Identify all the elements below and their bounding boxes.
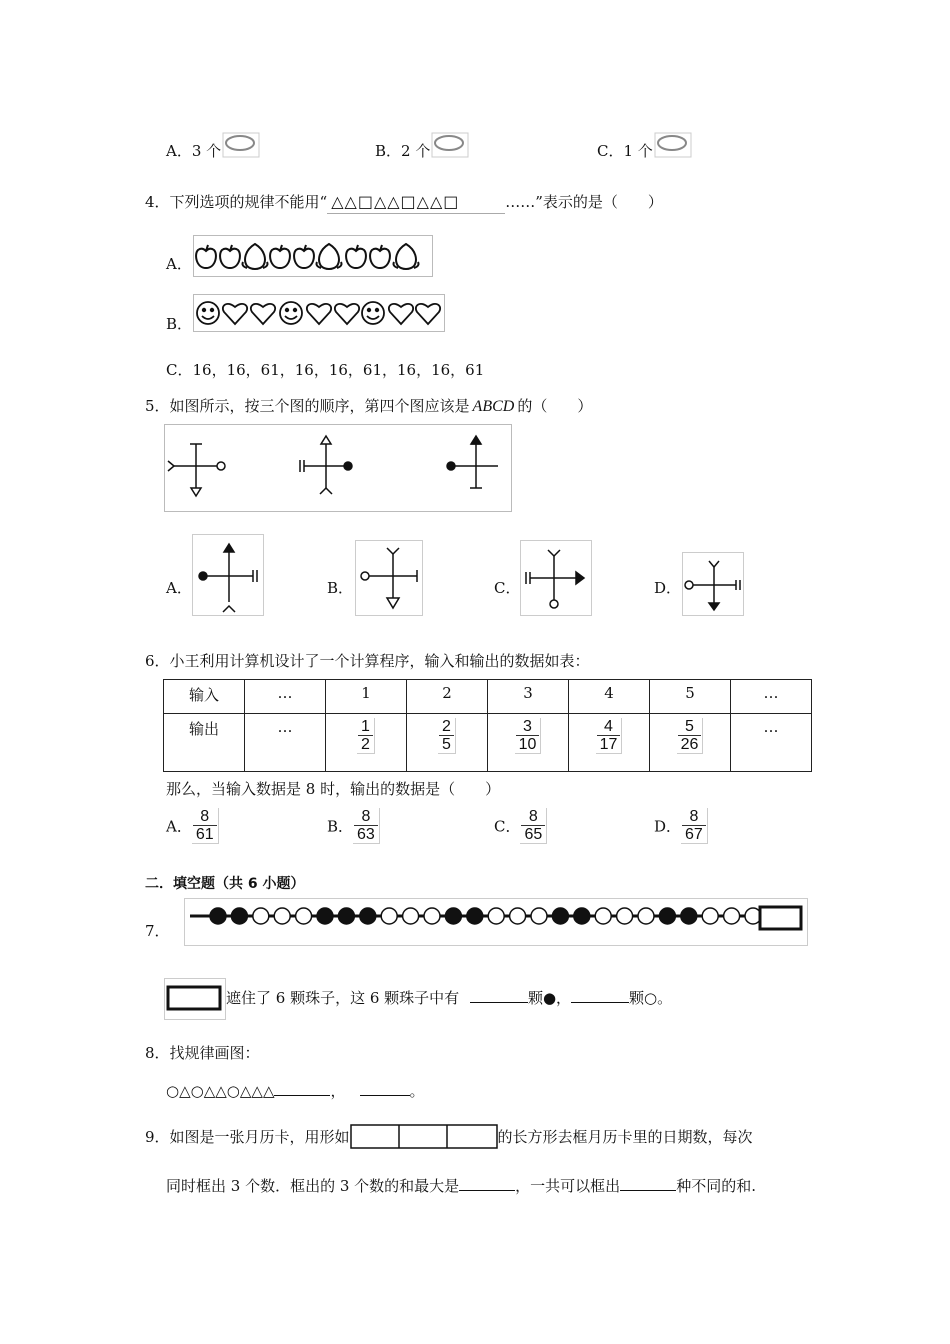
fraction: $\frac{8}{61}$ (193, 808, 217, 843)
q3-option-a[interactable] (166, 132, 260, 161)
fraction: $\frac{8}{63}$ (354, 808, 378, 843)
black-bead (445, 908, 461, 924)
q3-option-a-label: A．3 个 (166, 142, 222, 160)
q6-io-table (163, 679, 812, 772)
table-cell: 5 (650, 680, 731, 714)
fraction: $\frac{4}{17}$ (597, 718, 621, 753)
q7-answer-line (164, 978, 672, 1020)
q7-blank-white[interactable] (571, 988, 629, 1003)
q8-end: 。 (409, 1082, 425, 1100)
q9-blank-count[interactable] (620, 1176, 676, 1191)
q3-option-c[interactable] (597, 132, 692, 161)
table-cell: 4 (569, 680, 650, 714)
white-bead (638, 908, 654, 924)
q6-option-b[interactable] (327, 808, 380, 844)
ellipse-icon (431, 132, 469, 158)
fraction: $\frac{5}{26}$ (678, 718, 702, 753)
table-cell: … (245, 714, 326, 772)
table-cell (407, 714, 488, 772)
q8-separator: ， (330, 1082, 346, 1100)
table-cell: … (731, 714, 812, 772)
black-bead (467, 908, 483, 924)
ellipse-icon (654, 132, 692, 158)
q6-option-d[interactable] (654, 808, 708, 844)
input-row-label: 输入 (164, 680, 245, 714)
q6-option-a[interactable] (166, 808, 219, 844)
white-bead (510, 908, 526, 924)
black-bead (360, 908, 376, 924)
option-label: B． (327, 817, 354, 836)
table-cell (650, 714, 731, 772)
q3-option-b-label: B．2 个 (375, 142, 431, 160)
table-cell: 3 (488, 680, 569, 714)
table-row (164, 680, 812, 714)
q4-stem-suffix: ……”表示的是（ ） (505, 193, 663, 211)
black-bead (210, 908, 226, 924)
white-bead (531, 908, 547, 924)
black-bead (317, 908, 333, 924)
q7-number: 7． (145, 922, 170, 940)
q7-text-c: 颗○。 (629, 989, 673, 1007)
q5-option-b-label[interactable]: B． (327, 579, 354, 597)
q5-stem-italic: ABCD (472, 398, 515, 415)
q4-stem-prefix: 4．下列选项的规律不能用“ (145, 193, 328, 211)
q8-stem: 8．找规律画图： (145, 1044, 260, 1062)
q5-stem-prefix: 5．如图所示，按三个图的顺序，第四个图应该是 (145, 397, 470, 415)
q4-stem (145, 191, 663, 214)
table-cell: 1 (326, 680, 407, 714)
white-bead (296, 908, 312, 924)
option-label: A． (166, 817, 192, 836)
white-bead (595, 908, 611, 924)
q9-line2-a: 同时框出 3 个数．框出的 3 个数的和最大是 (166, 1177, 460, 1195)
q9-line1-prefix: 9．如图是一张月历卡，用形如 (145, 1128, 350, 1146)
black-bead (659, 908, 675, 924)
white-bead (274, 908, 290, 924)
q6-question: 那么，当输入数据是 8 时，输出的数据是（ ） (166, 780, 501, 798)
cover-box-icon (164, 978, 226, 1020)
white-bead (488, 908, 504, 924)
table-cell: 2 (407, 680, 488, 714)
q5-option-b-figure (355, 540, 423, 616)
q8-pattern: ○△○△△○△△△ (166, 1082, 275, 1100)
q4-option-a-apple-peach-picture (193, 235, 433, 277)
q5-stem-suffix: 的（ ） (517, 397, 593, 415)
black-bead (552, 908, 568, 924)
q9-line-2 (166, 1175, 756, 1196)
black-bead (231, 908, 247, 924)
fraction: $\frac{2}{5}$ (439, 718, 454, 753)
q5-option-a-figure (192, 534, 264, 616)
q3-option-c-label: C．1 个 (597, 142, 653, 160)
q9-line2-b: ，一共可以框出 (515, 1177, 621, 1195)
q5-option-c-label[interactable]: C． (494, 579, 521, 597)
output-row-label: 输出 (164, 714, 245, 772)
table-cell: … (245, 680, 326, 714)
q9-blank-max-sum[interactable] (459, 1176, 515, 1191)
q4-option-b-label[interactable]: B． (166, 315, 193, 333)
q4-option-b-smiley-heart-picture (193, 294, 445, 332)
fraction: $\frac{1}{2}$ (358, 718, 373, 753)
fraction: $\frac{3}{10}$ (516, 718, 540, 753)
q5-sequence-figure (164, 424, 512, 512)
section-heading: 二．填空题（共 6 小题） (145, 876, 305, 892)
q7-blank-black[interactable] (470, 988, 528, 1003)
q8-pattern-line (166, 1080, 425, 1101)
white-bead (403, 908, 419, 924)
white-bead (381, 908, 397, 924)
table-cell (569, 714, 650, 772)
white-bead (617, 908, 633, 924)
white-bead (702, 908, 718, 924)
option-label: C． (494, 817, 521, 836)
q7-bead-string-figure (184, 898, 808, 946)
q3-option-b[interactable] (375, 132, 469, 161)
q4-pattern: △△□△△□△△□ (327, 192, 505, 214)
table-cell: … (731, 680, 812, 714)
q6-stem: 6．小王利用计算机设计了一个计算程序，输入和输出的数据如表： (145, 652, 590, 670)
black-bead (681, 908, 697, 924)
q9-line-1 (145, 1124, 753, 1150)
q9-line2-c: 种不同的和. (676, 1177, 756, 1195)
black-bead (338, 908, 354, 924)
fraction: $\frac{8}{65}$ (521, 808, 545, 843)
table-row (164, 714, 812, 772)
q9-line1-suffix: 的长方形去框月历卡里的日期数，每次 (497, 1128, 753, 1146)
q5-stem (145, 395, 592, 416)
q5-option-d-figure (682, 552, 744, 616)
white-bead (424, 908, 440, 924)
table-cell (488, 714, 569, 772)
three-cell-frame-icon (350, 1124, 498, 1150)
white-bead (253, 908, 269, 924)
table-cell (326, 714, 407, 772)
q5-option-a-label[interactable]: A． (166, 579, 192, 597)
q8-blank-2[interactable] (360, 1081, 410, 1096)
cover-box (760, 907, 801, 929)
fraction: $\frac{8}{67}$ (682, 808, 706, 843)
q5-option-d-label[interactable]: D． (654, 579, 682, 597)
q5-option-c-figure (520, 540, 592, 616)
q7-text-b: 颗●， (527, 989, 572, 1007)
q6-option-c[interactable] (494, 808, 547, 844)
q8-blank-1[interactable] (274, 1081, 330, 1096)
q7-text-a: 遮住了 6 颗珠子，这 6 颗珠子中有 (226, 989, 460, 1007)
option-label: D． (654, 817, 682, 836)
black-bead (574, 908, 590, 924)
ellipse-icon (222, 132, 260, 158)
q4-option-c[interactable]: C．16，16，61，16，16，61，16，16，61 (166, 361, 485, 379)
q4-option-a-label[interactable]: A． (166, 255, 192, 273)
white-bead (724, 908, 740, 924)
